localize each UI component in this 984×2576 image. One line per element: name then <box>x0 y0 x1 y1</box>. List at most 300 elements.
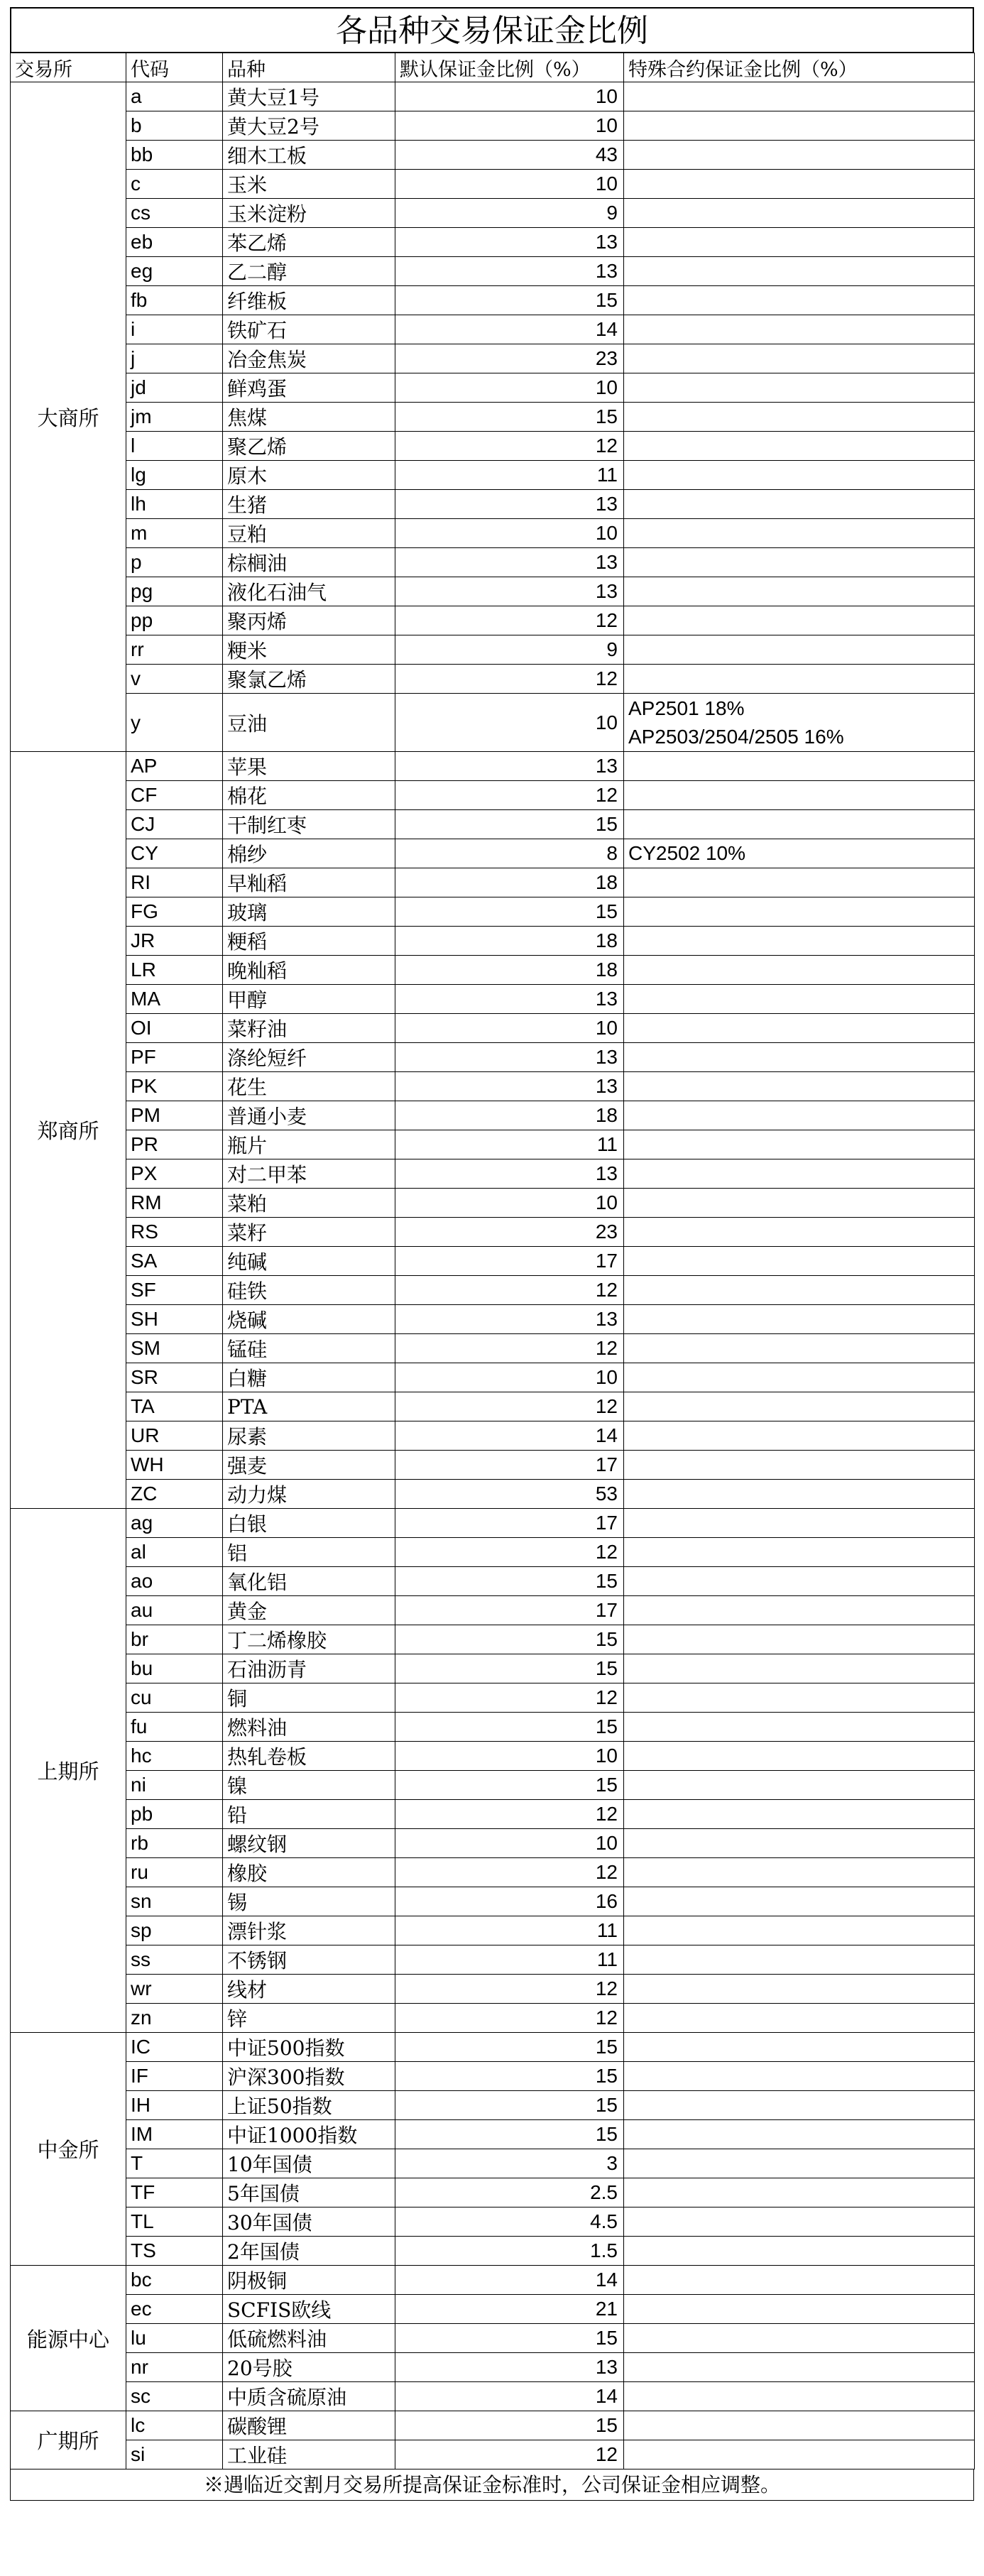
code-cell: hc <box>126 1742 223 1771</box>
default-rate-cell: 17 <box>395 1451 624 1480</box>
default-rate-cell: 13 <box>395 985 624 1014</box>
table-row <box>11 1189 975 1218</box>
code-cell: al <box>126 1538 223 1567</box>
default-rate-cell: 14 <box>395 315 624 344</box>
code-cell: ao <box>126 1567 223 1596</box>
default-rate-cell: 11 <box>395 1916 624 1945</box>
table-body <box>11 82 975 2469</box>
table-row <box>11 490 975 519</box>
product-cell: 粳稻 <box>223 927 395 956</box>
default-rate-cell: 11 <box>395 1130 624 1159</box>
special-rate-cell <box>624 635 975 665</box>
special-rate-cell <box>624 1596 975 1625</box>
table-row <box>11 897 975 927</box>
special-rate-cell <box>624 1334 975 1363</box>
product-cell: SCFIS欧线 <box>223 2295 395 2324</box>
product-cell: 菜粕 <box>223 1189 395 1218</box>
product-cell: 纤维板 <box>223 286 395 315</box>
special-rate-cell <box>624 2382 975 2411</box>
default-rate-cell: 18 <box>395 927 624 956</box>
product-cell: 5年国债 <box>223 2178 395 2207</box>
table-row <box>11 2120 975 2149</box>
special-rate-cell <box>624 344 975 373</box>
table-row <box>11 344 975 373</box>
default-rate-cell: 13 <box>395 1159 624 1189</box>
special-rate-cell <box>624 548 975 577</box>
code-cell: si <box>126 2440 223 2469</box>
table-row <box>11 519 975 548</box>
product-cell: 普通小麦 <box>223 1101 395 1130</box>
code-cell: FG <box>126 897 223 927</box>
product-cell: 铅 <box>223 1800 395 1829</box>
special-rate-cell <box>624 1567 975 1596</box>
product-cell: 细木工板 <box>223 141 395 170</box>
code-cell: rb <box>126 1829 223 1858</box>
default-rate-cell: 17 <box>395 1596 624 1625</box>
default-rate-cell: 12 <box>395 1276 624 1305</box>
code-cell: j <box>126 344 223 373</box>
table-row <box>11 810 975 839</box>
code-cell: CY <box>126 839 223 868</box>
default-rate-cell: 2.5 <box>395 2178 624 2207</box>
table-row <box>11 170 975 199</box>
code-cell: eb <box>126 228 223 257</box>
default-rate-cell: 11 <box>395 461 624 490</box>
special-rate-cell <box>624 1130 975 1159</box>
special-rate-cell <box>624 1451 975 1480</box>
product-cell: 低硫燃料油 <box>223 2324 395 2353</box>
table-row <box>11 606 975 635</box>
code-cell: p <box>126 548 223 577</box>
table-row <box>11 2091 975 2120</box>
default-rate-cell: 43 <box>395 141 624 170</box>
special-rate-cell <box>624 897 975 927</box>
product-cell: 镍 <box>223 1771 395 1800</box>
special-rate-cell <box>624 141 975 170</box>
default-rate-cell: 13 <box>395 257 624 286</box>
table-row <box>11 2382 975 2411</box>
table-row <box>11 2266 975 2295</box>
default-rate-cell: 15 <box>395 2062 624 2091</box>
special-rate-cell <box>624 461 975 490</box>
product-cell: 棉纱 <box>223 839 395 868</box>
special-rate-cell <box>624 868 975 897</box>
default-rate-cell: 12 <box>395 781 624 810</box>
default-rate-cell: 10 <box>395 82 624 111</box>
special-rate-cell <box>624 1538 975 1567</box>
special-rate-cell <box>624 1916 975 1945</box>
default-rate-cell: 15 <box>395 1654 624 1683</box>
product-cell: 锌 <box>223 2004 395 2033</box>
product-cell: 对二甲苯 <box>223 1159 395 1189</box>
special-rate-cell <box>624 606 975 635</box>
code-cell: sc <box>126 2382 223 2411</box>
table-row <box>11 1509 975 1538</box>
table-row <box>11 1567 975 1596</box>
product-cell: 20号胶 <box>223 2353 395 2382</box>
special-rate-cell <box>624 1800 975 1829</box>
code-cell: sn <box>126 1887 223 1916</box>
default-rate-cell: 12 <box>395 2004 624 2033</box>
default-rate-cell: 23 <box>395 344 624 373</box>
code-cell: br <box>126 1625 223 1654</box>
code-cell: RS <box>126 1218 223 1247</box>
special-rate-cell <box>624 1858 975 1887</box>
product-cell: 烧碱 <box>223 1305 395 1334</box>
table-row <box>11 1771 975 1800</box>
default-rate-cell: 10 <box>395 519 624 548</box>
table-row <box>11 1654 975 1683</box>
code-cell: SF <box>126 1276 223 1305</box>
table-row <box>11 1625 975 1654</box>
code-cell: fb <box>126 286 223 315</box>
default-rate-cell: 15 <box>395 2324 624 2353</box>
default-rate-cell: 10 <box>395 1189 624 1218</box>
exchange-cell: 上期所 <box>11 1509 126 2033</box>
table-row <box>11 2178 975 2207</box>
special-rate-cell <box>624 2033 975 2062</box>
special-rate-cell <box>624 1945 975 1975</box>
code-cell: pg <box>126 577 223 606</box>
table-row <box>11 694 975 752</box>
product-cell: 焦煤 <box>223 403 395 432</box>
table-row <box>11 1887 975 1916</box>
default-rate-cell: 15 <box>395 810 624 839</box>
product-cell: 棉花 <box>223 781 395 810</box>
special-rate-cell <box>624 1072 975 1101</box>
product-cell: 氧化铝 <box>223 1567 395 1596</box>
product-cell: 丁二烯橡胶 <box>223 1625 395 1654</box>
special-rate-cell <box>624 1043 975 1072</box>
default-rate-cell: 10 <box>395 1014 624 1043</box>
special-rate-line: CY2502 10% <box>628 842 746 864</box>
product-cell: 棕榈油 <box>223 548 395 577</box>
special-rate-cell <box>624 1654 975 1683</box>
exchange-cell: 中金所 <box>11 2033 126 2266</box>
special-rate-cell <box>624 1276 975 1305</box>
special-rate-line: AP2503/2504/2505 16% <box>628 725 844 748</box>
code-cell: PR <box>126 1130 223 1159</box>
code-cell: eg <box>126 257 223 286</box>
default-rate-cell: 14 <box>395 2266 624 2295</box>
default-rate-cell: 13 <box>395 1043 624 1072</box>
code-cell: OI <box>126 1014 223 1043</box>
product-cell: 石油沥青 <box>223 1654 395 1683</box>
product-cell: 花生 <box>223 1072 395 1101</box>
default-rate-cell: 12 <box>395 1392 624 1421</box>
code-cell: IH <box>126 2091 223 2120</box>
default-rate-cell: 10 <box>395 373 624 403</box>
product-cell: 动力煤 <box>223 1480 395 1509</box>
special-rate-cell <box>624 1363 975 1392</box>
product-cell: 干制红枣 <box>223 810 395 839</box>
special-rate-cell <box>624 373 975 403</box>
table-row <box>11 2062 975 2091</box>
default-rate-cell: 1.5 <box>395 2237 624 2266</box>
default-rate-cell: 15 <box>395 2411 624 2440</box>
table-row <box>11 257 975 286</box>
product-cell: 豆粕 <box>223 519 395 548</box>
special-rate-cell <box>624 956 975 985</box>
default-rate-cell: 15 <box>395 1567 624 1596</box>
margin-table <box>10 53 975 2469</box>
special-rate-cell <box>624 1392 975 1421</box>
table-row <box>11 1421 975 1451</box>
special-rate-cell <box>624 2004 975 2033</box>
code-cell: PF <box>126 1043 223 1072</box>
product-cell: 冶金焦炭 <box>223 344 395 373</box>
special-rate-cell <box>624 519 975 548</box>
product-cell: 白银 <box>223 1509 395 1538</box>
table-row <box>11 2033 975 2062</box>
product-cell: 沪深300指数 <box>223 2062 395 2091</box>
default-rate-cell: 10 <box>395 170 624 199</box>
product-cell: 玉米 <box>223 170 395 199</box>
default-rate-cell: 12 <box>395 1683 624 1713</box>
table-row <box>11 286 975 315</box>
special-rate-cell <box>624 781 975 810</box>
special-rate-cell <box>624 82 975 111</box>
table-row <box>11 228 975 257</box>
default-rate-cell: 13 <box>395 752 624 781</box>
table-row <box>11 2295 975 2324</box>
product-cell: 晚籼稻 <box>223 956 395 985</box>
table-row <box>11 315 975 344</box>
product-cell: 苯乙烯 <box>223 228 395 257</box>
table-row <box>11 1305 975 1334</box>
table-row <box>11 548 975 577</box>
default-rate-cell: 9 <box>395 635 624 665</box>
special-rate-cell <box>624 927 975 956</box>
code-cell: pb <box>126 1800 223 1829</box>
code-cell: lg <box>126 461 223 490</box>
table-row <box>11 199 975 228</box>
default-rate-cell: 23 <box>395 1218 624 1247</box>
product-cell: 聚丙烯 <box>223 606 395 635</box>
product-cell: 铝 <box>223 1538 395 1567</box>
table-row <box>11 2207 975 2237</box>
code-cell: lc <box>126 2411 223 2440</box>
code-cell: l <box>126 432 223 461</box>
special-rate-cell <box>624 752 975 781</box>
header-product: 品种 <box>223 53 395 82</box>
table-row <box>11 141 975 170</box>
product-cell: 苹果 <box>223 752 395 781</box>
table-row <box>11 2411 975 2440</box>
product-cell: 黄大豆1号 <box>223 82 395 111</box>
default-rate-cell: 12 <box>395 432 624 461</box>
table-row <box>11 2440 975 2469</box>
code-cell: rr <box>126 635 223 665</box>
table-row <box>11 1829 975 1858</box>
code-cell: jm <box>126 403 223 432</box>
product-cell: 原木 <box>223 461 395 490</box>
special-rate-cell <box>624 2149 975 2178</box>
special-rate-cell <box>624 199 975 228</box>
product-cell: 硅铁 <box>223 1276 395 1305</box>
table-row <box>11 1713 975 1742</box>
default-rate-cell: 15 <box>395 2091 624 2120</box>
default-rate-cell: 13 <box>395 1305 624 1334</box>
special-rate-cell <box>624 1829 975 1858</box>
default-rate-cell: 14 <box>395 1421 624 1451</box>
special-rate-cell <box>624 1159 975 1189</box>
default-rate-cell: 15 <box>395 2120 624 2149</box>
default-rate-cell: 3 <box>395 2149 624 2178</box>
product-cell: 工业硅 <box>223 2440 395 2469</box>
code-cell: sp <box>126 1916 223 1945</box>
special-rate-cell <box>624 1218 975 1247</box>
product-cell: 聚氯乙烯 <box>223 665 395 694</box>
product-cell: 阴极铜 <box>223 2266 395 2295</box>
exchange-cell: 广期所 <box>11 2411 126 2469</box>
table-row <box>11 927 975 956</box>
special-rate-cell <box>624 111 975 141</box>
special-rate-cell <box>624 2091 975 2120</box>
code-cell: TA <box>126 1392 223 1421</box>
table-row <box>11 2237 975 2266</box>
code-cell: lu <box>126 2324 223 2353</box>
special-rate-cell <box>624 1305 975 1334</box>
default-rate-cell: 8 <box>395 839 624 868</box>
product-cell: 聚乙烯 <box>223 432 395 461</box>
code-cell: SR <box>126 1363 223 1392</box>
code-cell: c <box>126 170 223 199</box>
table-row <box>11 839 975 868</box>
default-rate-cell: 12 <box>395 1800 624 1829</box>
table-row <box>11 1975 975 2004</box>
table-row <box>11 1276 975 1305</box>
code-cell: TF <box>126 2178 223 2207</box>
table-row <box>11 956 975 985</box>
table-row <box>11 1742 975 1771</box>
default-rate-cell: 13 <box>395 1072 624 1101</box>
table-row <box>11 1072 975 1101</box>
default-rate-cell: 15 <box>395 1713 624 1742</box>
header-exchange: 交易所 <box>11 53 126 82</box>
table-row <box>11 403 975 432</box>
default-rate-cell: 10 <box>395 111 624 141</box>
special-rate-cell <box>624 810 975 839</box>
table-row <box>11 111 975 141</box>
special-rate-cell <box>624 2440 975 2469</box>
default-rate-cell: 15 <box>395 1625 624 1654</box>
special-rate-cell <box>624 2295 975 2324</box>
default-rate-cell: 18 <box>395 868 624 897</box>
code-cell: CJ <box>126 810 223 839</box>
code-cell: m <box>126 519 223 548</box>
code-cell: AP <box>126 752 223 781</box>
product-cell: 锰硅 <box>223 1334 395 1363</box>
table-row <box>11 2004 975 2033</box>
code-cell: RM <box>126 1189 223 1218</box>
default-rate-cell: 18 <box>395 956 624 985</box>
table-row <box>11 752 975 781</box>
special-rate-cell <box>624 1742 975 1771</box>
product-cell: 线材 <box>223 1975 395 2004</box>
code-cell: PX <box>126 1159 223 1189</box>
header-default-rate: 默认保证金比例（%） <box>395 53 624 82</box>
code-cell: jd <box>126 373 223 403</box>
default-rate-cell: 10 <box>395 1829 624 1858</box>
special-rate-cell <box>624 2120 975 2149</box>
code-cell: PM <box>126 1101 223 1130</box>
exchange-cell: 大商所 <box>11 82 126 752</box>
code-cell: SA <box>126 1247 223 1276</box>
default-rate-cell: 15 <box>395 1771 624 1800</box>
product-cell: 上证50指数 <box>223 2091 395 2120</box>
special-rate-cell <box>624 2411 975 2440</box>
footnote: ※遇临近交割月交易所提高保证金标准时，公司保证金相应调整。 <box>10 2469 974 2501</box>
special-rate-cell <box>624 490 975 519</box>
product-cell: 30年国债 <box>223 2207 395 2237</box>
code-cell: SM <box>126 1334 223 1363</box>
default-rate-cell: 15 <box>395 897 624 927</box>
product-cell: 早籼稻 <box>223 868 395 897</box>
default-rate-cell: 12 <box>395 2440 624 2469</box>
product-cell: 黄大豆2号 <box>223 111 395 141</box>
table-row <box>11 2149 975 2178</box>
exchange-cell: 郑商所 <box>11 752 126 1509</box>
table-row <box>11 2324 975 2353</box>
product-cell: 尿素 <box>223 1421 395 1451</box>
table-row <box>11 1800 975 1829</box>
default-rate-cell: 10 <box>395 1363 624 1392</box>
table-row <box>11 1334 975 1363</box>
table-row <box>11 665 975 694</box>
table-row <box>11 1247 975 1276</box>
product-cell: 铜 <box>223 1683 395 1713</box>
special-rate-cell <box>624 2237 975 2266</box>
product-cell: 不锈钢 <box>223 1945 395 1975</box>
code-cell: fu <box>126 1713 223 1742</box>
table-row <box>11 461 975 490</box>
code-cell: ni <box>126 1771 223 1800</box>
special-rate-cell <box>624 577 975 606</box>
special-rate-cell <box>624 2178 975 2207</box>
special-rate-cell <box>624 694 975 752</box>
product-cell: 橡胶 <box>223 1858 395 1887</box>
default-rate-cell: 11 <box>395 1945 624 1975</box>
default-rate-cell: 10 <box>395 694 624 752</box>
code-cell: ec <box>126 2295 223 2324</box>
default-rate-cell: 15 <box>395 286 624 315</box>
table-row <box>11 432 975 461</box>
product-cell: PTA <box>223 1392 395 1421</box>
table-row <box>11 635 975 665</box>
special-rate-cell <box>624 1101 975 1130</box>
code-cell: bc <box>126 2266 223 2295</box>
special-rate-cell <box>624 1509 975 1538</box>
table-row <box>11 1218 975 1247</box>
margin-ratio-sheet <box>10 7 974 2501</box>
code-cell: ZC <box>126 1480 223 1509</box>
default-rate-cell: 17 <box>395 1247 624 1276</box>
default-rate-cell: 13 <box>395 2353 624 2382</box>
table-row <box>11 373 975 403</box>
product-cell: 乙二醇 <box>223 257 395 286</box>
default-rate-cell: 12 <box>395 1975 624 2004</box>
product-cell: 中证1000指数 <box>223 2120 395 2149</box>
code-cell: TS <box>126 2237 223 2266</box>
code-cell: TL <box>126 2207 223 2237</box>
header-special-rate: 特殊合约保证金比例（%） <box>624 53 975 82</box>
special-rate-cell <box>624 1247 975 1276</box>
default-rate-cell: 12 <box>395 1858 624 1887</box>
special-rate-cell <box>624 1625 975 1654</box>
special-rate-cell <box>624 2266 975 2295</box>
code-cell: y <box>126 694 223 752</box>
